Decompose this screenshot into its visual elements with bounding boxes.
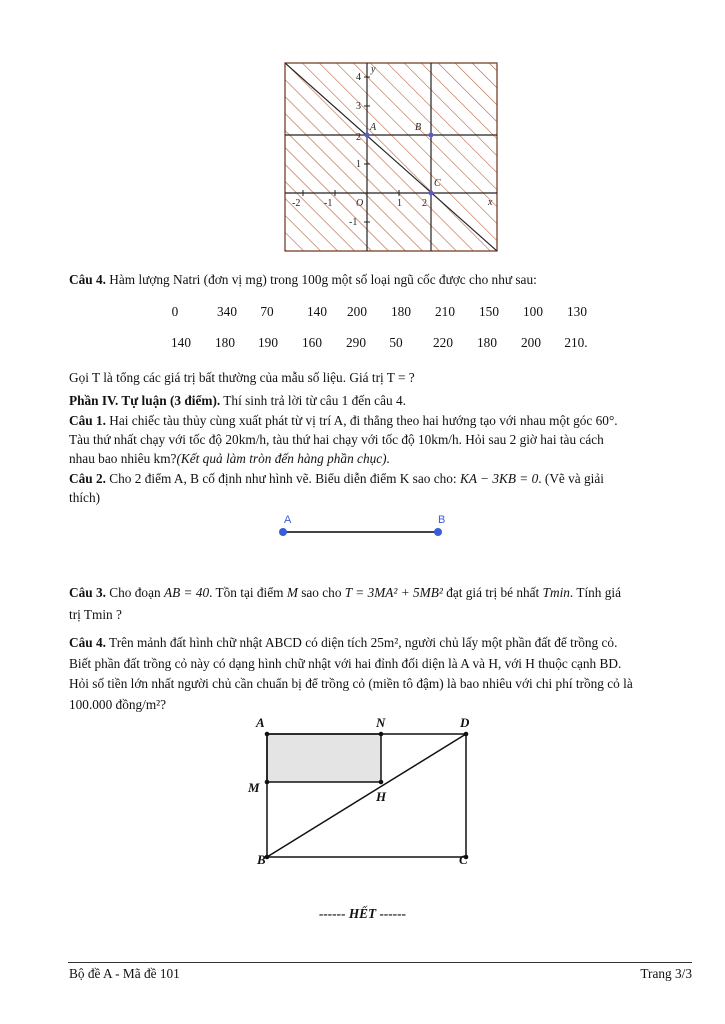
shaded-grass-area <box>267 734 381 782</box>
data-value: 0 <box>171 304 179 319</box>
y-axis-label: y <box>371 64 376 75</box>
segment-ab-figure <box>272 510 452 542</box>
point-b <box>429 133 434 138</box>
origin-label: O <box>356 198 364 209</box>
question-line: . Tồn tại điểm <box>209 585 287 600</box>
question-line: trị Tmin ? <box>69 607 122 622</box>
essay-question-4 <box>69 633 691 715</box>
essay-question-2 <box>69 469 691 507</box>
point-a-label: A <box>370 122 377 133</box>
point-name: M <box>286 585 298 600</box>
part-heading-label: Phần IV. Tự luận (3 điểm). <box>69 393 221 408</box>
question-4-sodium <box>69 270 691 289</box>
data-value: 200 <box>347 304 367 319</box>
question-line: sao cho <box>297 585 345 600</box>
vertex-d-label: D <box>460 715 470 730</box>
point-c-label: C <box>434 178 441 189</box>
x-tick-label: -2 <box>292 198 301 209</box>
x-tick-label: 2 <box>422 198 427 209</box>
y-tick-label: 2 <box>356 132 361 143</box>
data-value: 210 <box>435 304 455 319</box>
part-4-heading <box>69 391 691 410</box>
y-tick-label: 4 <box>356 72 361 83</box>
footer-page-number: Trang 3/3 <box>640 966 692 981</box>
question-line: nhau bao nhiêu km? <box>69 451 177 466</box>
x-tick-label: 1 <box>397 198 402 209</box>
question-4-prompt: Gọi T là tổng các giá trị bất thường của mẫu số liệu. Giá trị T = ? <box>69 370 415 385</box>
essay-question-1 <box>69 411 691 468</box>
data-value: 340 <box>217 304 237 319</box>
x-tick-label: -1 <box>324 198 333 209</box>
data-value: 160 <box>302 335 322 350</box>
essay-question-3 <box>69 583 691 624</box>
question-line: Cho 2 điểm A, B cố định như hình vẽ. Biểu diễn điểm K sao cho: <box>105 471 460 486</box>
question-label: Câu 3. <box>69 585 106 600</box>
data-value: 130 <box>567 304 587 319</box>
data-value: 140 <box>171 335 191 350</box>
vertex-c-label: C <box>459 852 468 867</box>
point-b-label: B <box>415 122 422 133</box>
data-value: 190 <box>258 335 278 350</box>
data-value: 100 <box>523 304 543 319</box>
question-text: Hàm lượng Natri (đơn vị mg) trong 100g một số loại ngũ cốc được cho như sau: <box>105 272 537 287</box>
rounding-note: (Kết quả làm tròn đến hàng phần chục). <box>176 451 390 466</box>
data-value: 290 <box>346 335 366 350</box>
vertex-n-label: N <box>376 715 386 730</box>
data-value: 180 <box>477 335 497 350</box>
data-value: 50 <box>389 335 403 350</box>
footer-divider <box>68 962 692 963</box>
question-line: thích) <box>69 490 101 505</box>
vertex-m-label: M <box>248 780 260 795</box>
vertex-a-label: A <box>256 715 265 730</box>
vector-formula: KA − 3KB = 0 <box>459 471 539 486</box>
part-instruction: Thí sinh trả lời từ câu 1 đến câu 4. <box>220 393 406 408</box>
question-label: Câu 1. <box>69 413 106 428</box>
vertex-h-label: H <box>376 789 387 804</box>
question-line: . (Vẽ và giải <box>538 471 604 486</box>
question-label: Câu 4. <box>69 635 106 650</box>
segment-length: AB = 40 <box>163 585 210 600</box>
hatched-region-graph <box>282 60 500 255</box>
tmin-symbol: Tmin <box>542 585 570 600</box>
point-c <box>429 191 434 196</box>
point-b-label: B <box>438 514 446 526</box>
question-line: Hỏi số tiền lớn nhất người chủ cần chuẩn bị để trồng cỏ (miền tô đậm) là bao nhiêu với chi phí trồng cỏ là <box>69 676 633 691</box>
question-line: đạt giá trị bé nhất <box>442 585 543 600</box>
data-row-2 <box>160 335 600 355</box>
question-line: . Tính giá <box>569 585 622 600</box>
y-tick-label: -1 <box>349 217 358 228</box>
data-value: 210. <box>564 335 588 350</box>
end-mark: ------ HẾT ------ <box>318 906 407 921</box>
question-line: Cho đoạn <box>105 585 164 600</box>
data-value: 220 <box>433 335 453 350</box>
point-a <box>279 528 287 536</box>
question-label: Câu 2. <box>69 471 106 486</box>
vertex-b-label: B <box>257 852 266 867</box>
question-label: Câu 4. <box>69 272 106 287</box>
point-a-label: A <box>284 514 292 526</box>
question-line: Biết phần đất trồng cỏ này có dạng hình chữ nhật với hai đỉnh đối diện là A và H, với H thuộc cạnh BD. <box>69 655 622 671</box>
data-value: 200 <box>521 335 541 350</box>
expression: T = 3MA² + 5MB² <box>344 585 443 600</box>
point-a <box>365 133 370 138</box>
rectangle-abcd-figure <box>240 712 480 872</box>
data-row-1 <box>160 304 600 324</box>
x-axis-label: x <box>488 197 493 208</box>
y-tick-label: 3 <box>356 101 361 112</box>
data-value: 70 <box>260 304 274 319</box>
data-value: 180 <box>215 335 235 350</box>
question-line: Tàu thứ nhất chạy với tốc độ 20km/h, tàu thứ hai chạy với tốc độ 10km/h. Hỏi sau 2 giờ hai tàu cách <box>69 432 604 447</box>
data-value: 180 <box>391 304 411 319</box>
point-b <box>434 528 442 536</box>
question-line: Trên mảnh đất hình chữ nhật ABCD có diện tích 25m², người chủ lấy một phần đất để trồng cỏ. <box>105 635 618 650</box>
y-tick-label: 1 <box>356 159 361 170</box>
question-line: Hai chiếc tàu thủy cùng xuất phát từ vị trí A, đi thẳng theo hai hướng tạo với nhau một góc 60°. <box>105 413 618 428</box>
question-line: 100.000 đồng/m²? <box>69 696 167 712</box>
data-value: 150 <box>479 304 499 319</box>
data-value: 140 <box>307 304 327 319</box>
footer-exam-code: Bộ đề A - Mã đề 101 <box>69 966 180 981</box>
